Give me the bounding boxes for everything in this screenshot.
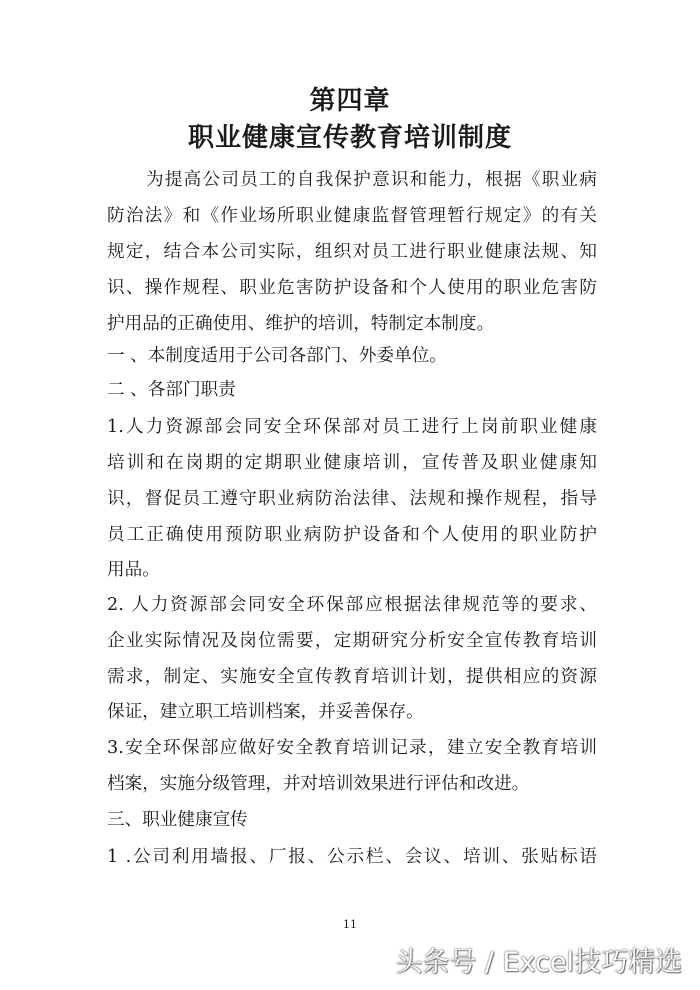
chapter-heading: 第四章 <box>309 86 391 116</box>
body-line: 培训和在岗期的定期职业健康培训，宣传普及职业健康知 <box>107 453 597 473</box>
body-line: 为提高公司员工的自我保护意识和能力，根据《职业病 <box>146 170 597 190</box>
section-heading: 三、职业健康宣传 <box>107 810 248 830</box>
body-line: 护用品的正确使用、维护的培训，特制定本制度。 <box>107 314 495 334</box>
section-heading: 二 、各部门职责 <box>107 380 236 400</box>
watermark: 头条号 / Excel技巧精选 <box>395 947 682 978</box>
document-title: 职业健康宣传教育培训制度 <box>187 123 512 153</box>
body-line: 用品。 <box>107 560 160 580</box>
page-number: 11 <box>343 918 357 931</box>
body-line: 保证，建立职工培训档案，并妥善保存。 <box>107 702 424 722</box>
body-line: 1 .公司利用墙报、厂报、公示栏、会议、培训、张贴标语 <box>107 847 597 867</box>
body-line: 规定，结合本公司实际，组织对员工进行职业健康法规、知 <box>107 242 597 262</box>
body-line: 企业实际情况及岗位需要，定期研究分析安全宣传教育培训 <box>107 631 597 651</box>
body-line: 员工正确使用预防职业病防护设备和个人使用的职业防护 <box>107 525 597 545</box>
body-line: 1.人力资源部会同安全环保部对员工进行上岗前职业健康 <box>107 417 597 437</box>
body-line: 档案，实施分级管理，并对培训效果进行评估和改进。 <box>107 774 530 794</box>
body-line: 识，督促员工遵守职业病防治法律、法规和操作规程，指导 <box>107 489 597 509</box>
body-line: 识、操作规程、职业危害防护设备和个人使用的职业危害防 <box>107 278 597 298</box>
body-line: 需求，制定、实施安全宣传教育培训计划，提供相应的资源 <box>107 667 597 687</box>
section-heading: 一 、本制度适用于公司各部门、外委单位。 <box>107 346 447 366</box>
body-line: 3.安全环保部应做好安全教育培训记录，建立安全教育培训 <box>107 738 597 758</box>
body-line: 2. 人力资源部会同安全环保部应根据法律规范等的要求、 <box>107 595 597 615</box>
body-line: 防治法》和《作业场所职业健康监督管理暂行规定》的有关 <box>107 206 597 226</box>
